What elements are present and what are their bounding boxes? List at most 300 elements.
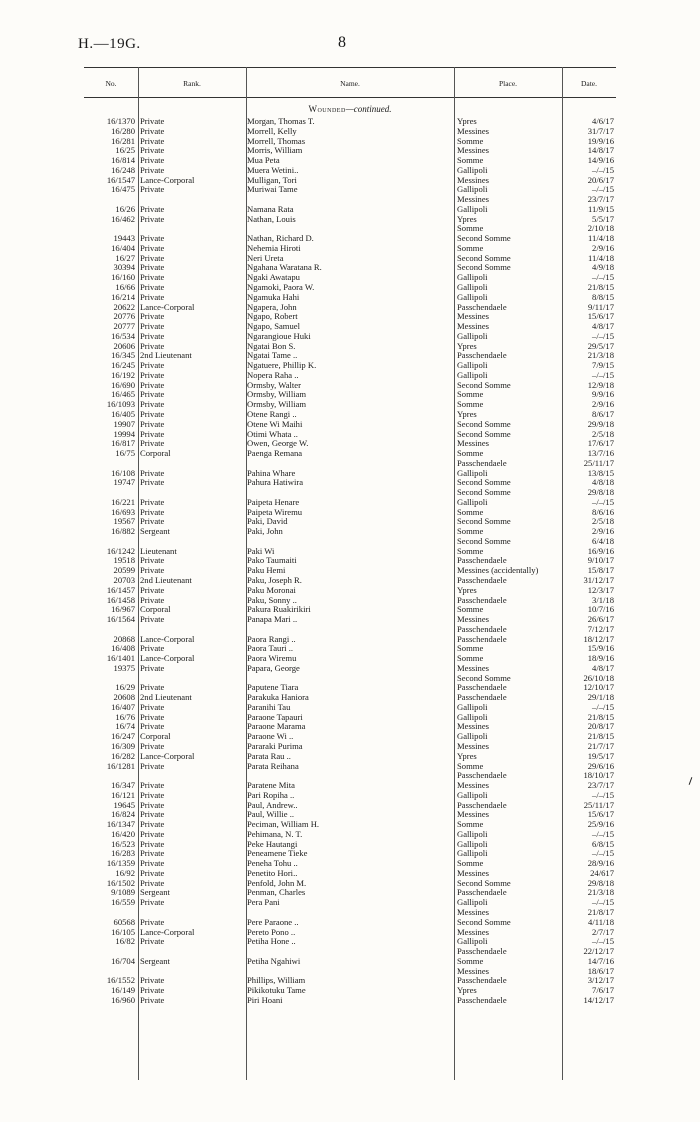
- table-row: [84, 488, 616, 498]
- row-place: Somme: [457, 136, 484, 146]
- row-place: Gallipoli: [457, 283, 488, 293]
- row-place: Gallipoli: [457, 712, 488, 722]
- row-date: 18/9/16: [587, 654, 614, 664]
- row-number: 16/693: [111, 507, 135, 517]
- row-number: 20599: [113, 566, 135, 576]
- row-name: Papara, George: [247, 663, 300, 673]
- row-date: –/–/15: [592, 829, 614, 839]
- row-place: Ypres: [457, 409, 477, 419]
- row-date: 7/12/17: [587, 624, 614, 634]
- row-name: Pera Pani: [247, 898, 280, 908]
- row-place: Somme: [457, 546, 484, 556]
- table-row: [84, 664, 616, 674]
- row-name: Penman, Charles: [247, 888, 306, 898]
- row-place: Somme: [457, 654, 484, 664]
- row-date: 23/7/17: [587, 195, 614, 205]
- table-top-rule: [84, 67, 616, 68]
- row-rank: Sergeant: [140, 956, 170, 966]
- row-date: –/–/15: [592, 165, 614, 175]
- row-date: –/–/15: [592, 849, 614, 859]
- row-date: 2/7/17: [592, 927, 614, 937]
- row-place: Somme: [457, 644, 484, 654]
- row-date: 4/6/17: [592, 117, 614, 126]
- row-rank: Lance-Corporal: [140, 302, 195, 312]
- row-number: 16/248: [111, 165, 135, 175]
- row-place: Gallipoli: [457, 839, 488, 849]
- row-name: Paenga Remana: [247, 449, 303, 459]
- row-number: 16/1401: [106, 654, 135, 664]
- row-date: 15/6/17: [587, 810, 614, 820]
- row-place: Passchendaele: [457, 683, 507, 693]
- row-place: Gallipoli: [457, 331, 488, 341]
- row-rank: Private: [140, 663, 165, 673]
- page-reference: H.—19G.: [78, 36, 141, 52]
- table-row: [84, 430, 616, 440]
- row-date: 28/9/16: [587, 859, 614, 869]
- row-rank: Private: [140, 683, 165, 693]
- row-name: Mulligan, Tori: [247, 175, 297, 185]
- row-rank: Private: [140, 400, 165, 410]
- table-row: [84, 605, 616, 615]
- row-number: 19567: [113, 517, 135, 527]
- row-place: Messines: [457, 439, 489, 449]
- row-name: Nehemia Hiroti: [247, 243, 301, 253]
- row-rank: Private: [140, 986, 165, 996]
- row-place: Second Somme: [457, 478, 511, 488]
- row-rank: Private: [140, 214, 165, 224]
- row-name: Otimi Whata ..: [247, 429, 298, 439]
- row-place: Messines: [457, 322, 489, 332]
- row-place: Somme: [457, 224, 484, 234]
- margin-mark: [689, 777, 693, 785]
- table-row: [84, 117, 616, 127]
- row-place: Second Somme: [457, 419, 511, 429]
- row-date: 17/6/17: [587, 439, 614, 449]
- row-rank: Private: [140, 615, 165, 625]
- row-name: Peneamene Tieke: [247, 849, 308, 859]
- row-date: 8/6/17: [592, 409, 614, 419]
- row-place: Second Somme: [457, 673, 511, 683]
- row-name: Nathan, Richard D.: [247, 234, 314, 244]
- row-place: Gallipoli: [457, 361, 488, 371]
- row-place: Passchendaele: [457, 302, 507, 312]
- row-place: Passchendaele: [457, 351, 507, 361]
- row-number: 16/105: [111, 927, 135, 937]
- row-date: 29/8/18: [587, 878, 614, 888]
- row-number: 16/247: [111, 732, 135, 742]
- row-date: 13/7/16: [587, 449, 614, 459]
- row-rank: Private: [140, 390, 165, 400]
- table-row: [84, 322, 616, 332]
- row-number: 16/280: [111, 126, 135, 136]
- table-row: [84, 898, 616, 908]
- row-number: 16/1347: [106, 820, 135, 830]
- row-date: –/–/15: [592, 370, 614, 380]
- row-name: Paku, Sonny ..: [247, 595, 297, 605]
- row-name: Ngaki Awatapu: [247, 273, 300, 283]
- row-number: 16/75: [115, 449, 135, 459]
- table-row: [84, 449, 616, 459]
- table-row: [84, 928, 616, 938]
- row-name: Ngatuere, Phillip K.: [247, 361, 317, 371]
- row-number: 16/405: [111, 409, 135, 419]
- row-rank: Private: [140, 976, 165, 986]
- row-date: 12/10/17: [583, 683, 614, 693]
- table-row: [84, 596, 616, 606]
- row-number: 16/1552: [106, 976, 135, 986]
- row-name: Neri Ureta: [247, 253, 284, 263]
- row-number: 16/281: [111, 136, 135, 146]
- row-number: 19375: [113, 663, 135, 673]
- row-number: 16/283: [111, 849, 135, 859]
- table-row: [84, 176, 616, 186]
- table-row: [84, 869, 616, 879]
- row-name: Paipeta Henare: [247, 497, 300, 507]
- row-rank: Corporal: [140, 605, 171, 615]
- row-rank: Private: [140, 253, 165, 263]
- row-number: 16/1457: [106, 585, 135, 595]
- row-name: Phillips, William: [247, 976, 306, 986]
- table-row: [84, 879, 616, 889]
- table-row: [84, 615, 616, 625]
- row-name: Pere Paraone ..: [247, 917, 299, 927]
- row-name: Pako Taumaiti: [247, 556, 297, 566]
- table-row: [84, 244, 616, 254]
- row-number: 19747: [113, 478, 135, 488]
- column-header-place: Place.: [498, 79, 518, 88]
- row-place: Messines: [457, 781, 489, 791]
- row-date: 5/5/17: [592, 214, 614, 224]
- row-place: Second Somme: [457, 917, 511, 927]
- row-number: 60568: [113, 917, 135, 927]
- table-row: [84, 351, 616, 361]
- row-number: 16/408: [111, 644, 135, 654]
- row-rank: Private: [140, 595, 165, 605]
- row-place: Messines: [457, 722, 489, 732]
- row-place: Gallipoli: [457, 937, 488, 947]
- row-number: 16/1502: [106, 878, 135, 888]
- row-rank: Private: [140, 361, 165, 371]
- row-place: Messines: [457, 868, 489, 878]
- row-date: 18/6/17: [587, 966, 614, 976]
- table-row: [84, 732, 616, 742]
- row-place: Messines: [457, 663, 489, 673]
- row-place: Gallipoli: [457, 849, 488, 859]
- row-number: 19907: [113, 419, 135, 429]
- row-name: Morrell, Thomas: [247, 136, 306, 146]
- row-name: Ngatai Bon S.: [247, 341, 296, 351]
- table-row: [84, 957, 616, 967]
- row-number: 16/704: [111, 956, 135, 966]
- table-row: [84, 215, 616, 225]
- row-date: 8/6/16: [592, 507, 614, 517]
- row-rank: Private: [140, 136, 165, 146]
- row-name: Paku, Joseph R.: [247, 575, 302, 585]
- row-place: Messines (accidentally): [457, 566, 539, 576]
- row-place: Passchendaele: [457, 575, 507, 585]
- table-row: [84, 127, 616, 137]
- row-place: Gallipoli: [457, 165, 488, 175]
- row-date: 7/9/15: [592, 361, 614, 371]
- table-row: [84, 947, 616, 957]
- table-row: [84, 205, 616, 215]
- table-row: [84, 801, 616, 811]
- row-place: Gallipoli: [457, 497, 488, 507]
- row-number: 16/960: [111, 995, 135, 1005]
- table-row: [84, 674, 616, 684]
- row-place: Second Somme: [457, 253, 511, 263]
- row-rank: 2nd Lieutenant: [140, 351, 192, 361]
- row-number: 16/814: [111, 156, 135, 166]
- table-row: [84, 283, 616, 293]
- row-date: 22/12/17: [583, 947, 614, 957]
- row-date: 13/8/15: [587, 468, 614, 478]
- table-row: [84, 820, 616, 830]
- row-number: 16/345: [111, 351, 135, 361]
- row-number: 16/1359: [106, 859, 135, 869]
- row-name: Ngatai Tame ..: [247, 351, 298, 361]
- row-rank: Private: [140, 810, 165, 820]
- table-row: [84, 254, 616, 264]
- row-number: 16/121: [111, 790, 135, 800]
- row-name: Otene Wi Maihi: [247, 419, 303, 429]
- row-place: Second Somme: [457, 263, 511, 273]
- row-place: Somme: [457, 820, 484, 830]
- row-date: 3/1/18: [592, 595, 614, 605]
- row-name: Panapa Mari ..: [247, 615, 298, 625]
- row-place: Gallipoli: [457, 732, 488, 742]
- row-date: 21/8/15: [587, 712, 614, 722]
- table-row: [84, 478, 616, 488]
- section-suffix: —continued.: [345, 104, 392, 114]
- row-name: Paora Wiremu: [247, 654, 297, 664]
- row-name: Nopera Raha ..: [247, 370, 299, 380]
- row-date: 26/10/18: [583, 673, 614, 683]
- table-row: [84, 185, 616, 195]
- row-place: Messines: [457, 927, 489, 937]
- table-row: [84, 859, 616, 869]
- table-row: [84, 527, 616, 537]
- table-row: [84, 722, 616, 732]
- row-place: Messines: [457, 742, 489, 751]
- row-date: 25/11/17: [583, 458, 614, 468]
- row-date: 21/8/15: [587, 283, 614, 293]
- row-number: 16/465: [111, 390, 135, 400]
- row-number: 16/66: [115, 283, 135, 293]
- row-number: 16/347: [111, 781, 135, 791]
- row-date: 11/9/15: [588, 204, 614, 214]
- row-rank: Private: [140, 790, 165, 800]
- table-row: [84, 137, 616, 147]
- row-number: 16/27: [115, 253, 135, 263]
- page-number: 8: [338, 34, 346, 51]
- row-date: –/–/15: [592, 497, 614, 507]
- row-rank: Private: [140, 204, 165, 214]
- table-row: [84, 996, 616, 1006]
- row-place: Messines: [457, 146, 489, 156]
- row-date: –/–/15: [592, 790, 614, 800]
- table-row: [84, 888, 616, 898]
- row-rank: Corporal: [140, 732, 171, 742]
- row-number: 16/1564: [106, 615, 135, 625]
- row-number: 16/1281: [106, 761, 135, 771]
- row-name: Paku Hemi: [247, 566, 286, 576]
- row-place: Second Somme: [457, 380, 511, 390]
- table-row: [84, 146, 616, 156]
- table-row: [84, 752, 616, 762]
- table-row: [84, 224, 616, 234]
- table-row: [84, 156, 616, 166]
- row-rank: Private: [140, 234, 165, 244]
- row-rank: Private: [140, 898, 165, 908]
- row-place: Ypres: [457, 117, 477, 126]
- row-number: 16/407: [111, 702, 135, 712]
- row-rank: Lance-Corporal: [140, 927, 195, 937]
- row-place: Second Somme: [457, 517, 511, 527]
- row-date: 29/8/18: [587, 488, 614, 498]
- row-number: 16/475: [111, 185, 135, 195]
- row-date: –/–/15: [592, 702, 614, 712]
- column-header-no: No.: [105, 79, 117, 88]
- row-date: 23/7/17: [587, 781, 614, 791]
- row-name: Ngapera, John: [247, 302, 297, 312]
- row-rank: Lance-Corporal: [140, 634, 195, 644]
- table-row: [84, 683, 616, 693]
- row-rank: Private: [140, 868, 165, 878]
- row-name: Ngamuka Hahi: [247, 292, 300, 302]
- row-name: Paora Tauri ..: [247, 644, 294, 654]
- row-name: Pahura Hatiwira: [247, 478, 304, 488]
- row-rank: Lieutenant: [140, 546, 177, 556]
- row-rank: Private: [140, 507, 165, 517]
- table-row: [84, 332, 616, 342]
- row-name: Petiha Ngahiwi: [247, 956, 301, 966]
- row-rank: Private: [140, 117, 165, 126]
- row-place: Somme: [457, 507, 484, 517]
- table-row: [84, 586, 616, 596]
- row-name: Paki, John: [247, 527, 283, 537]
- row-number: 20622: [113, 302, 135, 312]
- row-place: Somme: [457, 390, 484, 400]
- row-number: 16/74: [115, 722, 135, 732]
- row-rank: Private: [140, 341, 165, 351]
- row-name: Ormsby, William: [247, 400, 307, 410]
- row-place: Messines: [457, 966, 489, 976]
- row-rank: Private: [140, 761, 165, 771]
- row-number: 9/1089: [111, 888, 135, 898]
- row-rank: Lance-Corporal: [140, 175, 195, 185]
- row-date: 9/10/17: [587, 556, 614, 566]
- row-number: 16/967: [111, 605, 135, 615]
- table-row: [84, 918, 616, 928]
- row-place: Passchendaele: [457, 595, 507, 605]
- row-number: 16/160: [111, 273, 135, 283]
- row-number: 19994: [113, 429, 135, 439]
- table-row: [84, 771, 616, 781]
- table-row: [84, 556, 616, 566]
- row-name: Peneha Tohu ..: [247, 859, 298, 869]
- row-number: 16/82: [115, 937, 135, 947]
- table-row: [84, 498, 616, 508]
- row-place: Passchendaele: [457, 693, 507, 703]
- row-rank: Sergeant: [140, 888, 170, 898]
- row-rank: Private: [140, 439, 165, 449]
- row-number: 16/1370: [106, 117, 135, 126]
- row-name: Peciman, William H.: [247, 820, 320, 830]
- row-date: 15/9/16: [587, 644, 614, 654]
- row-name: Pahina Whare: [247, 468, 296, 478]
- row-date: 21/8/15: [587, 732, 614, 742]
- table-row: [84, 703, 616, 713]
- row-number: 16/108: [111, 468, 135, 478]
- row-date: 19/9/16: [587, 136, 614, 146]
- table-row: [84, 420, 616, 430]
- row-name: Muera Wetini..: [247, 165, 299, 175]
- row-name: Nathan, Louis: [247, 214, 296, 224]
- row-place: Passchendaele: [457, 995, 507, 1005]
- row-date: 4/11/18: [588, 917, 614, 927]
- row-name: Muriwai Tame: [247, 185, 298, 195]
- row-place: Messines: [457, 195, 489, 205]
- table-row: [84, 312, 616, 322]
- row-rank: Private: [140, 292, 165, 302]
- row-date: 9/11/17: [588, 302, 614, 312]
- row-place: Gallipoli: [457, 185, 488, 195]
- row-rank: Private: [140, 829, 165, 839]
- row-date: 11/4/18: [588, 253, 614, 263]
- row-name: Paranihi Tau: [247, 702, 291, 712]
- row-name: Morrell, Kelly: [247, 126, 297, 136]
- table-row: [84, 849, 616, 859]
- row-place: Somme: [457, 527, 484, 537]
- row-place: Passchendaele: [457, 771, 507, 781]
- row-rank: Private: [140, 243, 165, 253]
- row-name: Morgan, Thomas T.: [247, 117, 315, 126]
- row-place: Messines: [457, 312, 489, 322]
- row-number: 16/282: [111, 751, 135, 761]
- row-rank: Private: [140, 517, 165, 527]
- row-date: 21/8/17: [587, 908, 614, 918]
- row-date: 9/9/16: [592, 390, 614, 400]
- row-place: Gallipoli: [457, 790, 488, 800]
- row-number: 19645: [113, 800, 135, 810]
- table-row: [84, 400, 616, 410]
- row-date: 21/7/17: [587, 742, 614, 751]
- table-row: [84, 293, 616, 303]
- table-row: [84, 781, 616, 791]
- row-name: Penetito Hori..: [247, 868, 298, 878]
- row-place: Ypres: [457, 986, 477, 996]
- row-place: Gallipoli: [457, 204, 488, 214]
- row-date: 12/9/18: [587, 380, 614, 390]
- table-row: [84, 381, 616, 391]
- row-number: 16/462: [111, 214, 135, 224]
- row-date: 20/6/17: [587, 175, 614, 185]
- row-date: 31/12/17: [583, 575, 614, 585]
- row-date: 2/10/18: [587, 224, 614, 234]
- table-row: [84, 273, 616, 283]
- row-number: 16/76: [115, 712, 135, 722]
- row-rank: Private: [140, 839, 165, 849]
- row-name: Pari Ropiha ..: [247, 790, 295, 800]
- table-row: [84, 166, 616, 176]
- row-number: 16/92: [115, 868, 135, 878]
- row-number: 16/214: [111, 292, 135, 302]
- section-heading: [84, 104, 616, 114]
- row-rank: Sergeant: [140, 527, 170, 537]
- row-date: 16/9/16: [587, 546, 614, 556]
- row-date: 31/7/17: [587, 126, 614, 136]
